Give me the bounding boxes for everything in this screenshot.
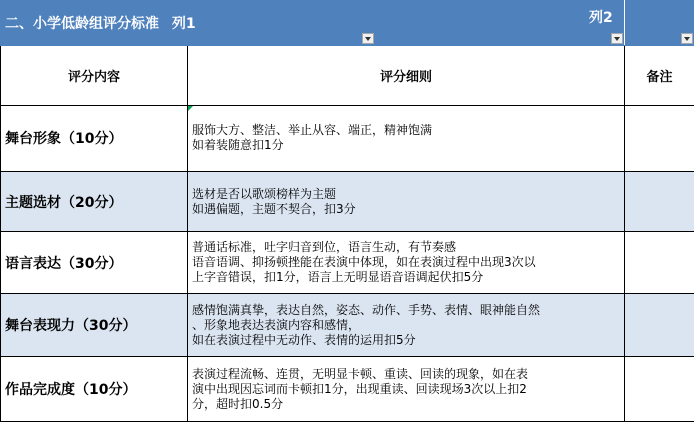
row-remark[interactable] (625, 171, 694, 232)
row-details[interactable] (188, 232, 625, 294)
header-cell-title[interactable] (1, 1, 625, 46)
row-remark[interactable] (625, 105, 694, 171)
header-col2-label: 列2 (589, 10, 613, 26)
detail-line: 如遇偏题，主题不契合，扣3分 (192, 201, 356, 216)
row-details[interactable] (188, 357, 625, 422)
detail-line: 如着装随意扣1分 (192, 138, 284, 153)
row-details[interactable] (188, 171, 625, 232)
row-item[interactable]: 舞台表现力（30分） (1, 294, 188, 357)
column-header-details[interactable]: 评分细则 (188, 46, 625, 106)
detail-line: 选材是否以歌颂榜样为主题 (192, 186, 337, 201)
filter-dropdown-col2[interactable] (681, 33, 693, 44)
table-row (1, 357, 694, 422)
row-remark[interactable] (625, 294, 694, 357)
row-remark[interactable] (625, 357, 694, 422)
detail-line: 如在表演过程中无动作、表情的运用扣5分 (192, 332, 416, 347)
row-item[interactable]: 主题选材（20分） (1, 171, 188, 232)
header-col1-label: 列1 (171, 16, 196, 33)
detail-line: 演中出现因忘词而卡顿扣1分，出现重读、回读现场3次以上扣2 (192, 381, 527, 396)
table-row (1, 232, 694, 294)
table-row (1, 294, 694, 357)
detail-line: 、形象地表达表演内容和感情， (192, 317, 361, 332)
row-item[interactable]: 语言表达（30分） (1, 232, 188, 294)
detail-line: 感情饱满真挚，表达自然，姿态、动作、手势、表情、眼神能自然 (192, 302, 541, 317)
row-item[interactable]: 作品完成度（10分） (1, 357, 188, 422)
detail-line: 上字音错误，扣1分，语言上无明显语音语调起伏扣5分 (192, 270, 484, 285)
detail-line: 服饰大方、整洁、举止从容、端正，精神饱满 (192, 123, 433, 138)
detail-line: 表演过程流畅、连贯，无明显卡顿、重读、回读的现象，如在表 (192, 366, 529, 381)
row-remark[interactable] (625, 232, 694, 294)
column-header-content[interactable]: 评分内容 (1, 46, 188, 106)
header-title: 二、小学低龄组评分标准 (5, 16, 159, 33)
filter-dropdown-col1[interactable] (611, 33, 623, 44)
table-row (1, 105, 694, 171)
column-header-row (1, 46, 694, 106)
row-item[interactable]: 舞台形象（10分） (1, 105, 188, 171)
filter-dropdown-col0[interactable] (362, 33, 374, 44)
row-details[interactable] (188, 294, 625, 357)
row-details[interactable] (188, 105, 625, 171)
column-header-remarks[interactable]: 备注 (625, 46, 694, 106)
detail-line: 语音语调、抑扬顿挫能在表演中体现，如在表演过程中出现3次以 (192, 255, 536, 270)
detail-line: 分，超时扣0.5分 (192, 396, 284, 411)
detail-line: 普通话标准，吐字归音到位，语言生动，有节奏感 (192, 240, 457, 255)
table-row (1, 171, 694, 232)
comment-marker-icon (188, 106, 193, 111)
header-row (1, 1, 694, 46)
header-cell-col2[interactable] (589, 1, 694, 46)
